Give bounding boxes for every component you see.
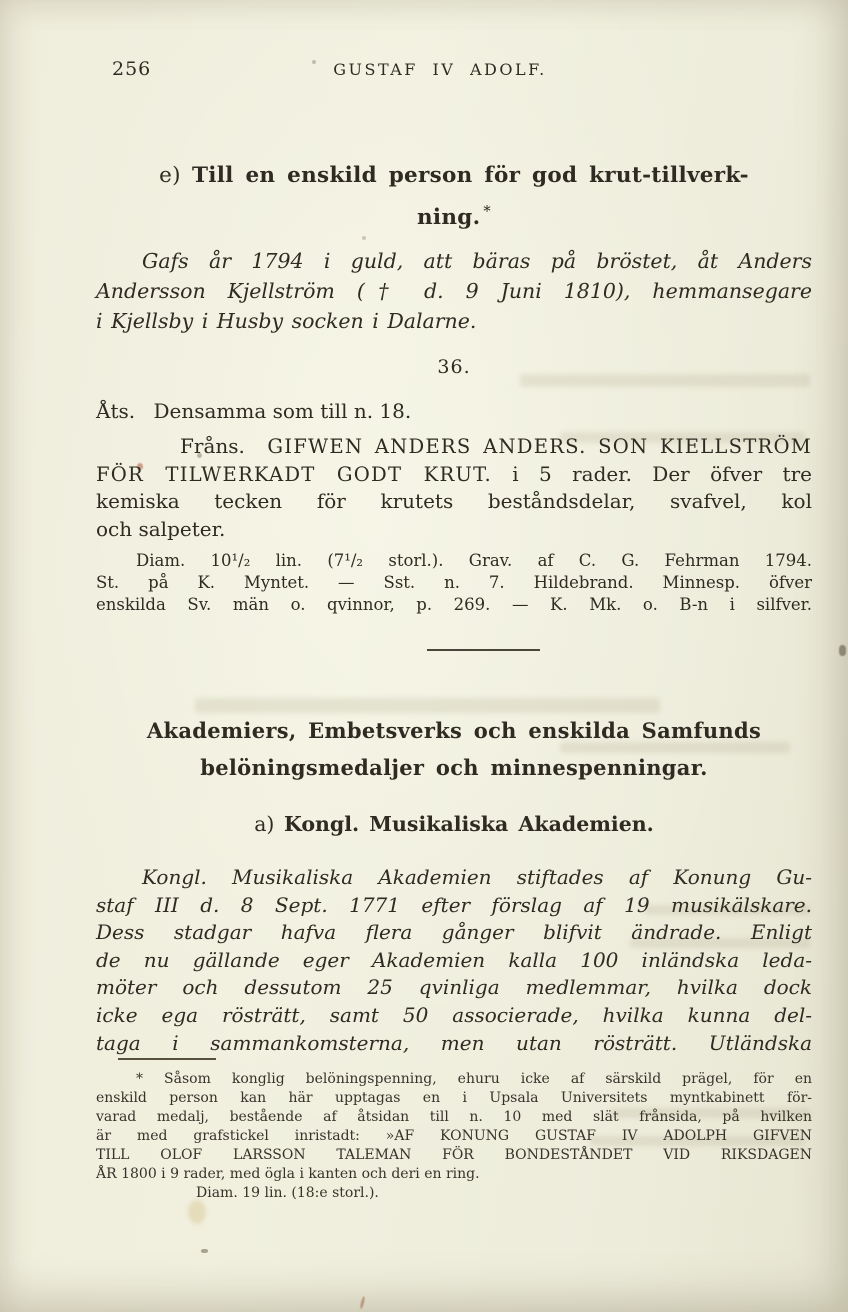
- paragraph-line: taga i sammankomsterna, men utan rösträtt. Utländska: [96, 1030, 812, 1055]
- paper-stain: [188, 1200, 206, 1224]
- page-number: 256: [112, 58, 152, 80]
- paragraph-line: enskilda Sv. män o. qvinnor, p. 269. — K. Mk. o. B-n i silfver.: [96, 595, 812, 614]
- academy-history-paragraph: [96, 864, 812, 1057]
- paragraph-line: Gafs år 1794 i guld, att bäras på bröstet, åt Anders: [142, 249, 812, 273]
- paragraph-line: [96, 433, 812, 461]
- footnote-size-line: Diam. 19 lin. (18:e storl.).: [196, 1185, 379, 1201]
- footnote-line: varad medalj, bestående af åtsidan till n. 10 med slät frånsida, på hvilken: [96, 1109, 812, 1125]
- bleedthrough-smudge: [195, 698, 660, 713]
- paragraph-line: FÖR TILWERKADT GODT KRUT. i 5 rader. Der öfver tre: [96, 461, 812, 486]
- footnote-line: är med grafstickel inristadt: »AF KONUNG GUSTAF IV ADOLPH GIFVEN: [96, 1128, 812, 1144]
- paragraph-line: Andersson Kjellström († d. 9 Juni 1810), hemmansegare: [96, 279, 812, 303]
- running-title: GUSTAF IV ADOLF.: [333, 60, 547, 79]
- inscription-text: GIFWEN ANDERS ANDERS. SON KIELLSTRÖM: [267, 435, 813, 458]
- paragraph-line: Kongl. Musikaliska Akademien stiftades af Konung Gu-: [142, 865, 812, 889]
- paragraph-line: möter och dessutom 25 qvinliga medlemmar, hvilka dock: [96, 975, 812, 1000]
- paragraph-line: och salpeter.: [96, 516, 226, 541]
- subsection-prefix: a): [254, 812, 275, 836]
- footnote: [96, 1070, 812, 1203]
- footnote-line: * Såsom konglig belöningspenning, ehuru icke af särskild prägel, för en: [136, 1071, 812, 1087]
- paragraph-line: Dess stadgar hafva flera gånger blifvit ändrade. Enligt: [96, 920, 812, 945]
- paragraph-line: St. på K. Myntet. — Sst. n. 7. Hildebrand. Minnesp. öfver: [96, 573, 812, 592]
- reverse-label: Fråns.: [180, 434, 245, 458]
- footnote-line: enskild person kan här upptagas en i Upsala Universitets myntkabinett för-: [96, 1090, 812, 1106]
- footnote-line: TILL OLOF LARSSON TALEMAN FÖR BONDESTÅNDET VID RIKSDAGEN: [96, 1147, 812, 1163]
- award-description-paragraph: [96, 246, 812, 336]
- paper-speck: [839, 645, 846, 656]
- footnote-rule: [118, 1058, 216, 1060]
- chapter-heading-line1: Akademiers, Embetsverks och enskilda Samfunds: [146, 718, 762, 743]
- subsection-heading: a) Kongl. Musikaliska Akademien.: [254, 812, 654, 836]
- footnote-line: ÅR 1800 i 9 rader, med ögla i kanten och deri en ring.: [96, 1166, 480, 1182]
- section-e-heading: [96, 158, 812, 236]
- reverse-paragraph: [96, 433, 812, 543]
- section-e-heading-line2: ning. *: [416, 203, 492, 231]
- chapter-heading: [96, 712, 812, 786]
- entry-number: 36.: [437, 356, 471, 378]
- inscription-text: FÖR TILWERKADT GODT KRUT.: [96, 462, 492, 486]
- section-e-prefix: e): [159, 163, 181, 188]
- paper-speck: [362, 236, 366, 240]
- paragraph-line: de nu gällande eger Akademien kalla 100 inländska leda-: [96, 947, 812, 972]
- paragraph-line: kemiska tecken för krutets beståndsdelar, svafvel, kol: [96, 489, 812, 513]
- paper-speck: [201, 1249, 208, 1253]
- section-divider: [427, 649, 540, 651]
- paragraph-line: icke ega rösträtt, samt 50 associerade, hvilka kunna del-: [96, 1002, 812, 1027]
- obverse-label: Åts.: [96, 399, 136, 423]
- paragraph-line: Diam. 10¹/₂ lin. (7¹/₂ storl.). Grav. af C. G. Fehrman 1794.: [136, 551, 812, 570]
- paper-speck: [359, 1296, 365, 1309]
- section-e-heading-line1: e) Till en enskild person för god krut-tillverk-: [159, 163, 749, 188]
- entry-details-paragraph: [96, 550, 812, 616]
- chapter-heading-line2: belöningsmedaljer och minnespenningar.: [200, 755, 708, 780]
- footnote-marker: *: [483, 203, 492, 220]
- paragraph-line: i Kjellsby i Husby socken i Dalarne.: [96, 309, 477, 333]
- paragraph-line: staf III d. 8 Sept. 1771 efter förslag af 19 musikälskare.: [96, 892, 812, 917]
- obverse-line: Åts. Densamma som till n. 18.: [96, 399, 412, 423]
